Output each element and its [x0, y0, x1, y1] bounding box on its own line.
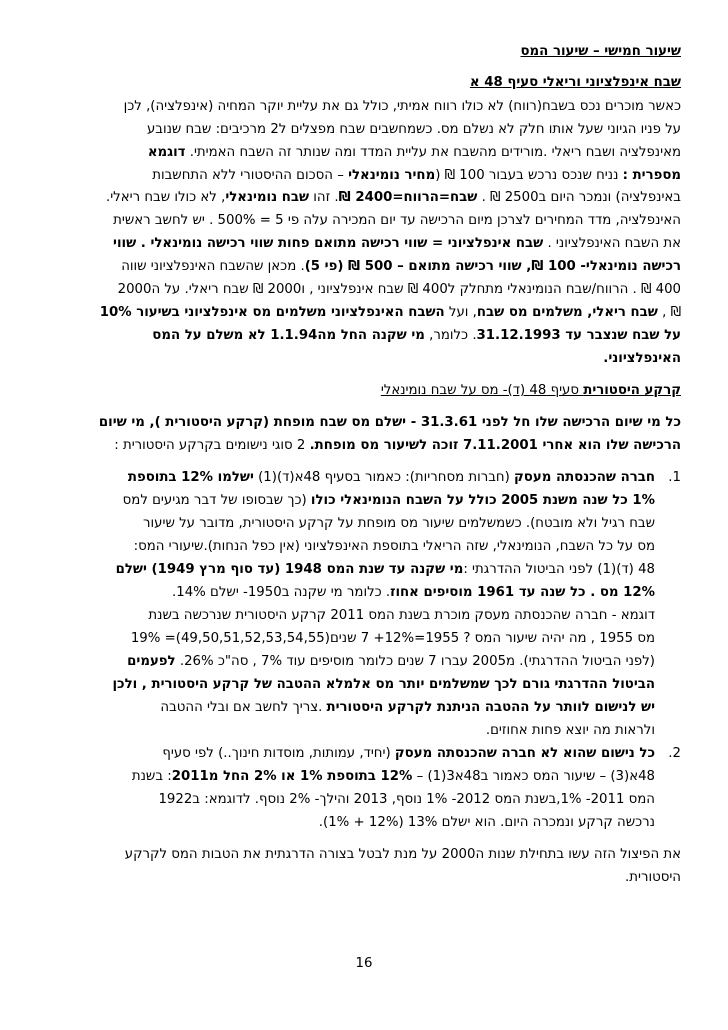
text-segment: 400 ₪ . הרווח/שבח הנומינאלי מתחלק ל400 ₪ שבח אינפלציוני , ו2000 ₪ שבח ריאלי. על ה2000 [117, 282, 681, 297]
text-segment: 2 סוגי נישומים בקרקע היסטורית : [114, 438, 310, 453]
closing-line [125, 846, 681, 863]
list-item-line [131, 630, 655, 647]
text-segment: (יחיד, עמותות, מוסדות חינוך..) לפי סעיף [162, 746, 395, 761]
bold-text-segment: הביטול ההדרגתי גורם לכך שמשלמים יותר מס אלמלא ההטבה של קרקע היסטורית , ולכן [112, 677, 655, 692]
list-item-line [127, 653, 655, 670]
text-segment: על פניו הגיוני שעל אותו חלק לא נשלם מס. כשמחשבים שבח מפצלים ל2 מרכיבים: שבח שנובע [146, 122, 681, 137]
list-item-line [172, 584, 655, 601]
text-segment: (כך שבסופו של דבר מגיעים למס [122, 493, 311, 508]
bold-text-segment: שבח אינפלציוני = שווי רכישה מתואם פחות שווי רכישה נומינאלי . שווי [113, 236, 544, 251]
list-item-line [128, 469, 655, 486]
intro-line [99, 414, 681, 431]
paragraph-line [113, 235, 681, 252]
text-segment: מס על כל השבח, הנומינאלי, שזה הריאלי בתוספת האינפלציוני (אין כפל הנחות).שיעורי המס: [133, 539, 655, 554]
bold-text-segment: האינפלציוני. [603, 351, 681, 366]
bold-text-segment: על שבח שנצבר עד 31.12.1993 [476, 328, 681, 343]
text-segment: נרכשה קרקע ונמכרה היום. הוא ישלם 13% (12% + 1%). [318, 815, 655, 830]
bold-text-segment: 12% בתוספת 1% או 2% החל מ2011 [171, 769, 413, 784]
text-segment: . זהו [309, 190, 339, 205]
paragraph-line [124, 98, 681, 115]
text-segment: מאינפלציה ושבח ריאלי .מורידים מהשבח את עליית המדד ומה שנותר זה השבח האמיתי. [185, 145, 681, 160]
paragraph-line [106, 189, 681, 206]
bold-text-segment: הרכישה שלו הוא אחרי 7.11.2001 זוכה לשיעור מס מופחת. [309, 438, 681, 453]
text-segment: באינפלציה) ונמכר היום ב2500 ₪ . [477, 190, 681, 205]
list-item-number: 1. [668, 470, 681, 485]
bold-text-segment: שבח ריאלי, משלמים מס שבח [476, 305, 658, 320]
bold-text-segment: 12% מס . כל שנה עד 1961 מוסיפים אחוז [390, 585, 655, 600]
paragraph-line [603, 350, 681, 367]
text-segment: . כלומר, [424, 328, 477, 343]
text-segment: ולראות מה יוצא פחות אחוזים. [485, 723, 655, 738]
text-segment: שבח רגיל ולא מובטח). כשמשלמים שיעור מס מופחת על קרקע היסטורית, מדובר על שיעור [143, 516, 655, 531]
bold-text-segment: מחיר נומינאלי [348, 168, 436, 183]
bold-text-segment: יש לנישום לוותר על ההטבה הניתנת לקרקע היסטורית [326, 700, 655, 715]
text-segment: (לפני הביטול ההדרגתי). מ2005 עברו 7 שנים כלומר מוסיפים עוד 7% , סה"כ 26%. [175, 654, 655, 669]
bold-text-segment: רכישה נומינאלי- 100 ₪, שווי רכישה מתואם – 500 ₪ (פי 5) [304, 259, 681, 274]
bold-text-segment: מי שקנה עד שנת המס 1948 (עד סוף מרץ 1949) ישלם [115, 562, 464, 577]
text-segment: נניח שנכס נרכש בעבור 100 ₪ ( [435, 168, 623, 183]
bold-text-segment: מי שקנה החל מה1.1.94 לא משלם על המס [152, 328, 425, 343]
text-segment: 48 (ד)(1) לפני הביטול ההדרגתי : [463, 562, 655, 577]
text-segment: מס 1955 , מה יהיה שיעור המס ? 1955=12%+ 7 שנים(49,50,51,52,53,54,55)= 19% [130, 631, 655, 646]
text-segment: .צריך לחשב אם ובלי ההטבה [160, 700, 327, 715]
paragraph-line [100, 304, 681, 321]
list-item-line [123, 492, 655, 509]
paragraph-line [118, 281, 681, 298]
list-item-line [160, 699, 655, 716]
text-segment: (חברות מסחריות): כאמור בסעיף 48א(ד)(1) [253, 470, 515, 485]
paragraph-line [147, 121, 681, 138]
section-heading-rest: סעיף 48 (ד)- מס על שבח נומינאלי [380, 383, 584, 398]
bold-text-segment: השבח האינפלציוני משלמים מס אינפלציוני בשיעור 10% [99, 305, 445, 320]
list-item-line [134, 538, 655, 555]
section-heading-inflationary-gain: שבח אינפלציוני וריאלי סעיף 48 א [469, 75, 681, 90]
bold-text-segment: 1% כל שנה משנת 2005 כולל על השבח הנומינאלי כולו [310, 493, 655, 508]
bold-text-segment: מספרית : [622, 168, 681, 183]
page-number: 16 [355, 956, 373, 971]
text-segment: את הפיצול הזה עשו בתחילת שנות ה2000 על מנת לבטל בצורה הדרגתית את הטבות המס לקרקע [124, 847, 681, 862]
text-segment: את השבח האינפלציוני . [543, 236, 681, 251]
bold-text-segment: כל נישום שהוא לא חברה שהכנסתה מעסק [394, 746, 655, 761]
text-segment: ₪ , [657, 305, 681, 320]
paragraph-line [113, 212, 681, 229]
paragraph-line [152, 327, 681, 344]
bold-text-segment: ישלמו 12% בתוספת [127, 470, 254, 485]
intro-line [114, 437, 681, 454]
list-item-line [162, 745, 655, 762]
text-segment: כאשר מוכרים נכס בשבח(רווח) לא כולו רווח אמיתי, כולל גם את עליית יוקר המחיה (אינפלציה), לכן [123, 99, 681, 114]
bold-text-segment: חברה שהכנסתה מעסק [514, 470, 655, 485]
paragraph-line [148, 144, 681, 161]
bold-text-segment: שבח נומינאלי [225, 190, 310, 205]
text-segment: , ועל [444, 305, 477, 320]
list-item-line [148, 607, 655, 624]
list-item-line [486, 722, 655, 739]
text-segment: . כלומר מי שקנה ב1950- ישלם 14%. [172, 585, 391, 600]
text-segment: , לא כולו שבח ריאלי. [105, 190, 226, 205]
closing-line [625, 869, 681, 886]
text-segment: המס 2011- 1%,בשנת המס 2012- 1% נוסף, 2013 והילך- 2% נוסף. לדוגמא: ב1922 [158, 792, 655, 807]
section-heading-historic-land [381, 382, 681, 399]
list-item-line [319, 814, 655, 831]
paragraph-line [121, 258, 681, 275]
bold-text-segment: לפעמים [127, 654, 176, 669]
paragraph-line [152, 167, 681, 184]
text-segment: – הסכום ההיסטורי ללא התחשבות [152, 168, 349, 183]
list-item-line [158, 791, 655, 808]
bold-text-segment: שבח=הרווח=2400 ₪ [338, 190, 478, 205]
bold-text-segment: דוגמא [147, 145, 186, 160]
page-title: שיעור חמישי – שיעור המס [520, 44, 681, 59]
text-segment: היסטורית. [625, 870, 681, 885]
section-heading-bold: קרקע היסטורית [583, 383, 681, 398]
text-segment: 48א(3) – שיעור המס כאמור ב48א3(1) – [412, 769, 655, 784]
bold-text-segment: כל מי שיום הרכישה שלו חל לפני 31.3.61 - ישלם מס שבח מופחת (קרקע היסטורית ), מי שיום [98, 415, 681, 430]
list-item-line [143, 515, 655, 532]
list-item-line [116, 561, 655, 578]
text-segment: האינפלציה, מדד המחירים לצרכן מיום הרכישה עד יום המכירה עלה פי 5 = 500% . יש לחשב ראשית [113, 213, 681, 228]
text-segment: . מכאן שהשבח האינפלציוני שווה [121, 259, 305, 274]
list-item-number: 2. [668, 746, 681, 761]
list-item-line [112, 676, 655, 693]
text-segment: : בשנת [131, 769, 172, 784]
text-segment: דוגמא - חברה שהכנסתה מעסק מוכרת בשנת המס 2011 קרקע היסטורית שנרכשה בשנת [148, 608, 655, 623]
list-item-line [132, 768, 655, 785]
